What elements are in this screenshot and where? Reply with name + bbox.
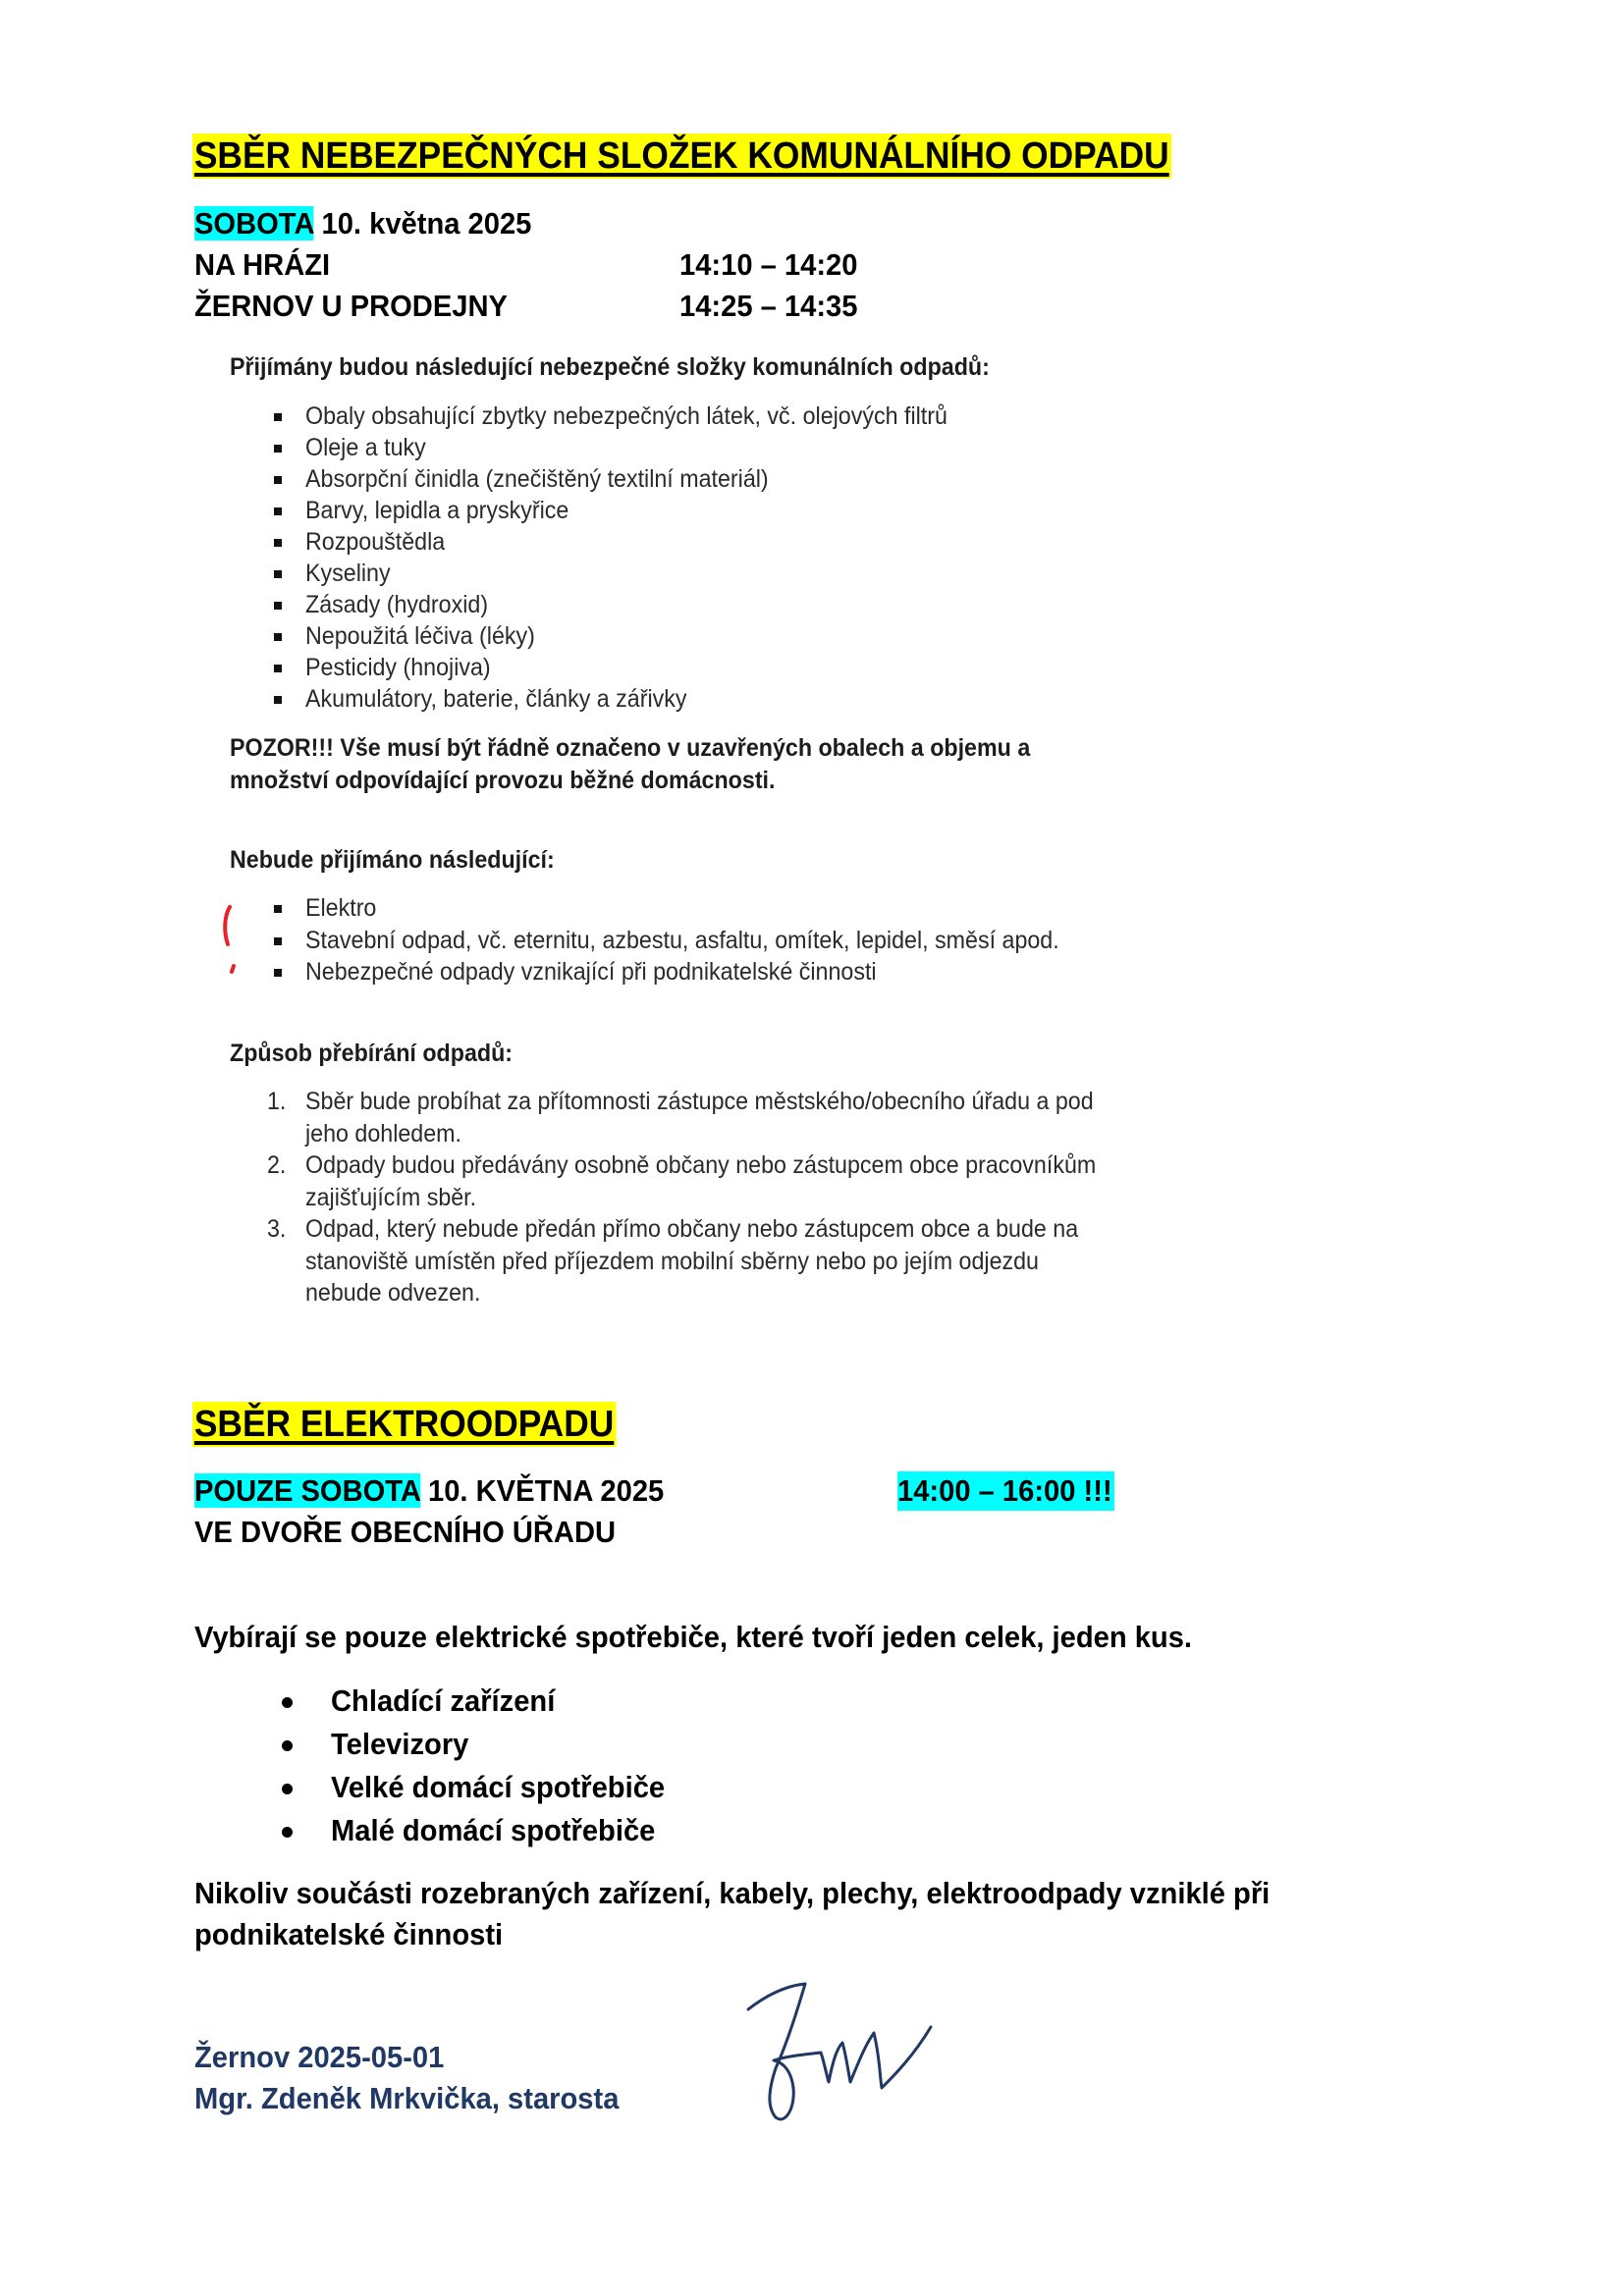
list-item-line: Odpady budou předávány osobně občany nebo zástupcem obce pracovníkům	[305, 1151, 1097, 1179]
bullet-icon	[282, 1827, 293, 1838]
stop-place: ŽERNOV U PRODEJNY	[194, 289, 508, 323]
signatory: Mgr. Zdeněk Mrkvička, starosta	[194, 2081, 620, 2115]
list-item: Obaly obsahující zbytky nebezpečných látek, vč. olejových filtrů	[305, 402, 947, 430]
list-item-line: zajišťujícím sběr.	[305, 1183, 477, 1211]
square-bullet-icon	[274, 445, 282, 453]
list-item-line: Odpad, který nebude předán přímo občany nebo zástupcem obce a bude na	[305, 1215, 1079, 1243]
warning-line: množství odpovídající provozu běžné domácnosti.	[230, 767, 776, 794]
list-item: Kyseliny	[305, 560, 391, 587]
list-number: 2.	[267, 1151, 287, 1179]
date: 10. KVĚTNA 2025	[419, 1473, 665, 1508]
list-item: Barvy, lepidla a pryskyřice	[305, 497, 569, 524]
exclusion-line: podnikatelské činnosti	[194, 1917, 504, 1951]
signature-image	[727, 1978, 943, 2130]
exclusion-line: Nikoliv součásti rozebraných zařízení, kabely, plechy, elektroodpady vzniklé při	[194, 1876, 1271, 1910]
list-item: Nepoužitá léčiva (léky)	[305, 622, 535, 650]
list-item-line: jeho dohledem.	[305, 1119, 462, 1148]
stop-place: NA HRÁZI	[194, 247, 331, 282]
stop-time: 14:25 – 14:35	[679, 289, 858, 323]
square-bullet-icon	[274, 413, 282, 421]
square-bullet-icon	[274, 570, 282, 578]
square-bullet-icon	[274, 476, 282, 484]
square-bullet-icon	[274, 937, 282, 945]
list-item: Elektro	[305, 894, 377, 922]
intro-text: Vybírají se pouze elektrické spotřebiče, které tvoří jeden celek, jeden kus.	[194, 1620, 1193, 1654]
section2-title: SBĚR ELEKTROODPADU	[193, 1404, 615, 1445]
square-bullet-icon	[274, 665, 282, 672]
day-highlight: SOBOTA	[194, 206, 314, 240]
list-item: Chladící zařízení	[331, 1683, 556, 1718]
square-bullet-icon	[274, 905, 282, 913]
list-item: Stavební odpad, vč. eternitu, azbestu, asfaltu, omítek, lepidel, směsí apod.	[305, 926, 1059, 954]
list-number: 1.	[267, 1088, 287, 1115]
bullet-icon	[282, 1697, 293, 1708]
collection-place: VE DVOŘE OBECNÍHO ÚŘADU	[194, 1515, 617, 1549]
list-item: Akumulátory, baterie, články a zářivky	[305, 685, 687, 713]
rejected-heading: Nebude přijímáno následující:	[230, 846, 555, 874]
warning-line: POZOR!!! Vše musí být řádně označeno v uzavřených obalech a objemu a	[230, 734, 1031, 762]
square-bullet-icon	[274, 969, 282, 977]
square-bullet-icon	[274, 696, 282, 704]
red-annotation-mark	[218, 901, 247, 980]
square-bullet-icon	[274, 539, 282, 547]
list-item: Nebezpečné odpady vznikající při podnikatelské činnosti	[305, 958, 877, 986]
list-item: Absorpční činidla (znečištěný textilní materiál)	[305, 465, 769, 493]
square-bullet-icon	[274, 507, 282, 515]
method-heading: Způsob přebírání odpadů:	[230, 1040, 514, 1067]
list-item: Zásady (hydroxid)	[305, 591, 489, 618]
section1-date-line	[194, 204, 531, 243]
section1-title: SBĚR NEBEZPEČNÝCH SLOŽEK KOMUNÁLNÍHO ODPADU	[193, 135, 1169, 177]
list-item: Malé domácí spotřebiče	[331, 1813, 656, 1847]
list-number: 3.	[267, 1215, 287, 1243]
list-item: Velké domácí spotřebiče	[331, 1770, 666, 1804]
square-bullet-icon	[274, 633, 282, 641]
square-bullet-icon	[274, 602, 282, 610]
bullet-icon	[282, 1784, 293, 1794]
date: 10. května 2025	[313, 206, 532, 240]
time-highlight: 14:00 – 16:00 !!!	[897, 1471, 1114, 1511]
list-item-line: stanoviště umístěn před příjezdem mobilní sběrny nebo po jejím odjezdu	[305, 1247, 1039, 1275]
list-item: Televizory	[331, 1727, 469, 1761]
bullet-icon	[282, 1740, 293, 1751]
place-date: Žernov 2025-05-01	[194, 2040, 445, 2074]
list-item: Rozpouštědla	[305, 528, 446, 556]
section2-date-line	[194, 1471, 664, 1511]
list-item: Pesticidy (hnojiva)	[305, 654, 491, 681]
list-item-line: nebude odvezen.	[305, 1279, 481, 1307]
list-item: Oleje a tuky	[305, 434, 426, 461]
stop-time: 14:10 – 14:20	[679, 247, 858, 282]
day-highlight: POUZE SOBOTA	[194, 1473, 420, 1508]
list-item-line: Sběr bude probíhat za přítomnosti zástupce městského/obecního úřadu a pod	[305, 1088, 1094, 1115]
accepted-heading: Přijímány budou následující nebezpečné složky komunálních odpadů:	[230, 353, 990, 381]
